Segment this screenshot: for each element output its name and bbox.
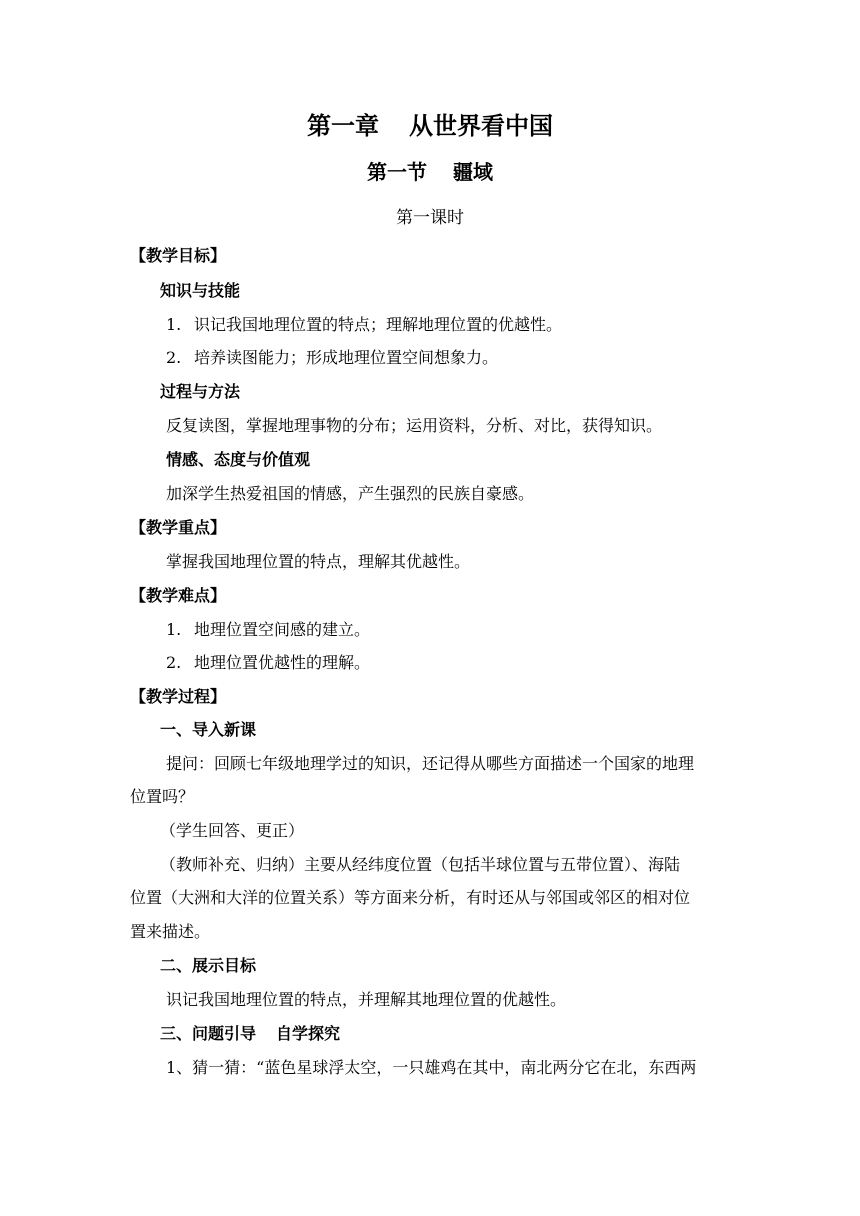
knowledge-heading: 知识与技能 bbox=[160, 281, 241, 300]
objectives-heading: 【教学目标】 bbox=[130, 246, 227, 265]
knowledge-item-2 bbox=[166, 346, 498, 370]
step1-teacher-line3: 置来描述。 bbox=[130, 922, 211, 941]
key-points-heading: 【教学重点】 bbox=[130, 518, 227, 537]
step1-student: （学生回答、更正） bbox=[160, 821, 305, 840]
step1-heading: 一、导入新课 bbox=[160, 720, 257, 739]
step3-heading-part-b: 自学探究 bbox=[276, 1024, 341, 1043]
list-number: 1. bbox=[166, 315, 182, 334]
step1-teacher-line2: 位置（大洲和大洋的位置关系）等方面来分析，有时还从与邻国或邻区的相对位 bbox=[130, 888, 691, 907]
step2-heading: 二、展示目标 bbox=[160, 956, 257, 975]
step3-text: 1、猜一猜：“蓝色星球浮太空，一只雄鸡在其中，南北两分它在北，东西两 bbox=[166, 1058, 697, 1077]
chapter-prefix: 第一章 bbox=[307, 112, 379, 140]
chapter-title bbox=[0, 110, 860, 142]
section-title bbox=[0, 158, 860, 186]
process-method-text: 反复读图，掌握地理事物的分布；运用资料，分析、对比，获得知识。 bbox=[166, 416, 663, 435]
key-points-text: 掌握我国地理位置的特点，理解其优越性。 bbox=[166, 552, 471, 571]
step1-teacher-line1: （教师补充、归纳）主要从经纬度位置（包括半球位置与五带位置）、海陆 bbox=[160, 855, 681, 874]
emotion-heading: 情感、态度与价值观 bbox=[166, 450, 311, 469]
list-text: 地理位置空间感的建立。 bbox=[194, 620, 371, 639]
step1-question-line1: 提问：回顾七年级地理学过的知识，还记得从哪些方面描述一个国家的地理 bbox=[166, 754, 695, 773]
list-number: 2. bbox=[166, 348, 182, 367]
step3-heading-part-a: 三、问题引导 bbox=[160, 1024, 257, 1043]
lesson-title: 第一课时 bbox=[396, 208, 464, 228]
chapter-name: 从世界看中国 bbox=[409, 112, 553, 140]
step3-heading bbox=[160, 1022, 340, 1046]
list-number: 2. bbox=[166, 653, 182, 672]
process-method-heading: 过程与方法 bbox=[160, 382, 241, 401]
list-text: 培养读图能力；形成地理位置空间想象力。 bbox=[194, 348, 499, 367]
step1-question-line2: 位置吗？ bbox=[130, 787, 195, 806]
list-text: 地理位置优越性的理解。 bbox=[194, 653, 371, 672]
emotion-text: 加深学生热爱祖国的情感，产生强烈的民族自豪感。 bbox=[166, 484, 535, 503]
knowledge-item-1 bbox=[166, 313, 562, 337]
list-number: 1. bbox=[166, 620, 182, 639]
step2-text: 识记我国地理位置的特点，并理解其地理位置的优越性。 bbox=[166, 990, 567, 1009]
difficulties-heading: 【教学难点】 bbox=[130, 586, 227, 605]
difficulty-item-1 bbox=[166, 618, 370, 642]
difficulty-item-2 bbox=[166, 651, 370, 675]
section-prefix: 第一节 bbox=[367, 160, 427, 184]
section-name: 疆域 bbox=[453, 160, 493, 184]
process-heading: 【教学过程】 bbox=[130, 687, 227, 706]
list-text: 识记我国地理位置的特点；理解地理位置的优越性。 bbox=[194, 315, 563, 334]
